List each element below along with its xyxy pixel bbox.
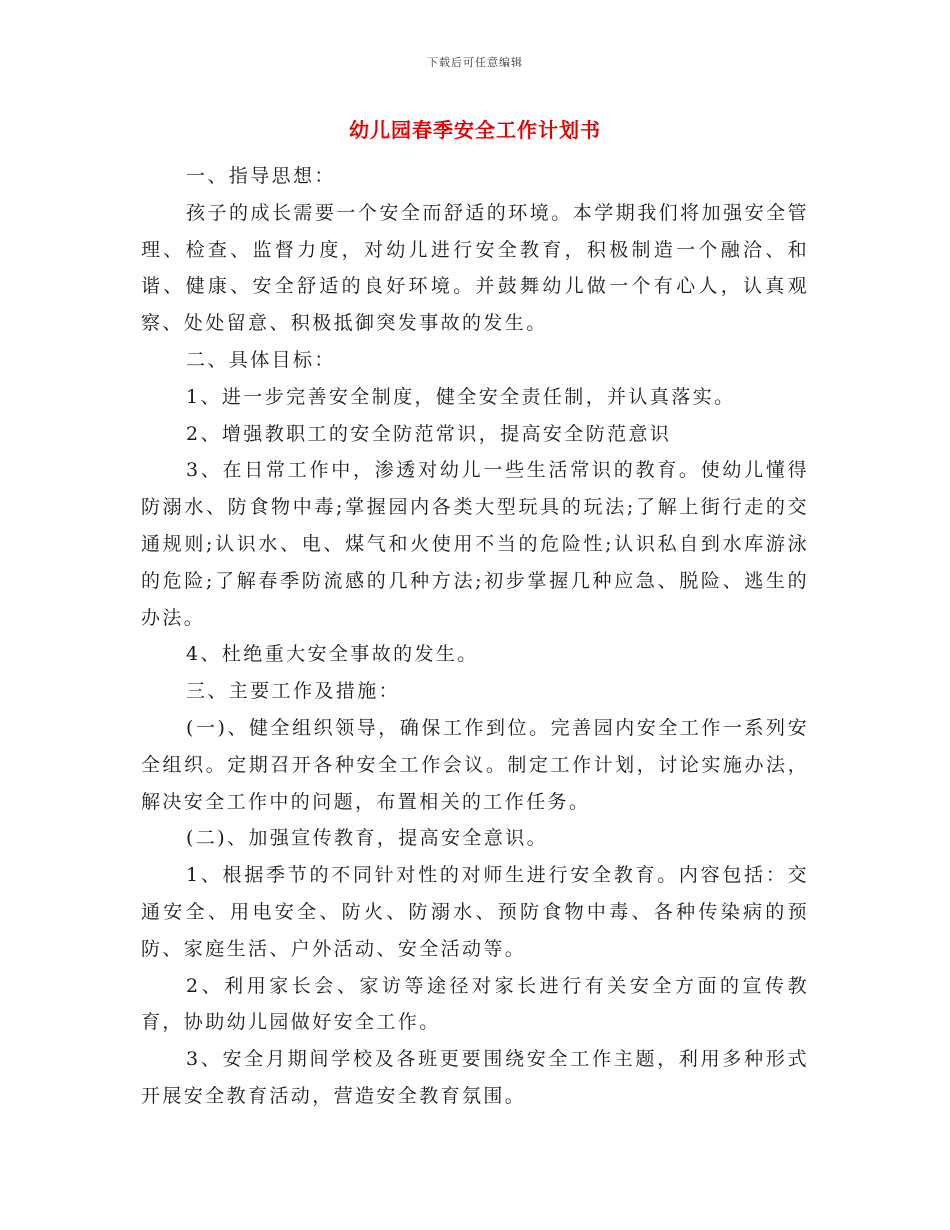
- paragraph-education-3: 3、安全月期间学校及各班更要围绕安全工作主题，利用多种形式开展安全教育活动，营造安全教育氛围。: [141, 1048, 809, 1107]
- paragraph-goal-2: 2、增强教职工的安全防范常识，提高安全防范意识: [186, 422, 672, 445]
- paragraph-measure-1: (一)、健全组织领导，确保工作到位。完善园内安全工作一系列安全组织。定期召开各种安全工作会议。制定工作计划，讨论实施办法，解决安全工作中的问题，布置相关的工作任务。: [141, 716, 809, 813]
- paragraph-education-1: 1、根据季节的不同针对性的对师生进行安全教育。内容包括：交通安全、用电安全、防火、防溺水、预防食物中毒、各种传染病的预防、家庭生活、户外活动、安全活动等。: [141, 864, 809, 960]
- paragraph-goal-1: 1、进一步完善安全制度，健全安全责任制，并认真落实。: [186, 385, 736, 408]
- document-title: 幼儿园春季安全工作计划书: [349, 118, 601, 142]
- paragraph-heading-guiding-thought: 一、指导思想：: [186, 165, 336, 187]
- paragraph-goal-4: 4、杜绝重大安全事故的发生。: [186, 643, 479, 666]
- paragraph-guiding-thought: 孩子的成长需要一个安全而舒适的环境。本学期我们将加强安全管理、检查、监督力度，对幼儿进行安全教育，积极制造一个融洽、和谐、健康、安全舒适的良好环境。并鼓舞幼儿做一个有心人，认真观察、处处留意、积极抵御突发事故的发生。: [141, 201, 809, 335]
- paragraph-heading-specific-goals: 二、具体目标：: [186, 348, 336, 371]
- paragraph-goal-3: 3、在日常工作中，渗透对幼儿一些生活常识的教育。使幼儿懂得防溺水、防食物中毒;掌握园内各类大型玩具的玩法;了解上街行走的交通规则;认识水、电、煤气和火使用不当的危险性;认识私自到水库游泳的危险;了解春季防流感的几种方法;初步掌握几种应急、脱险、逃生的办法。: [141, 459, 809, 629]
- paragraph-education-2: 2、利用家长会、家访等途径对家长进行有关安全方面的宣传教育，协助幼儿园做好安全工作。: [141, 974, 809, 1034]
- paragraph-measure-2: (二)、加强宣传教育，提高安全意识。: [186, 827, 549, 850]
- page-header-note: 下载后可任意编辑: [427, 56, 523, 69]
- paragraph-heading-main-work: 三、主要工作及措施：: [186, 680, 401, 703]
- document-body: [141, 158, 809, 1115]
